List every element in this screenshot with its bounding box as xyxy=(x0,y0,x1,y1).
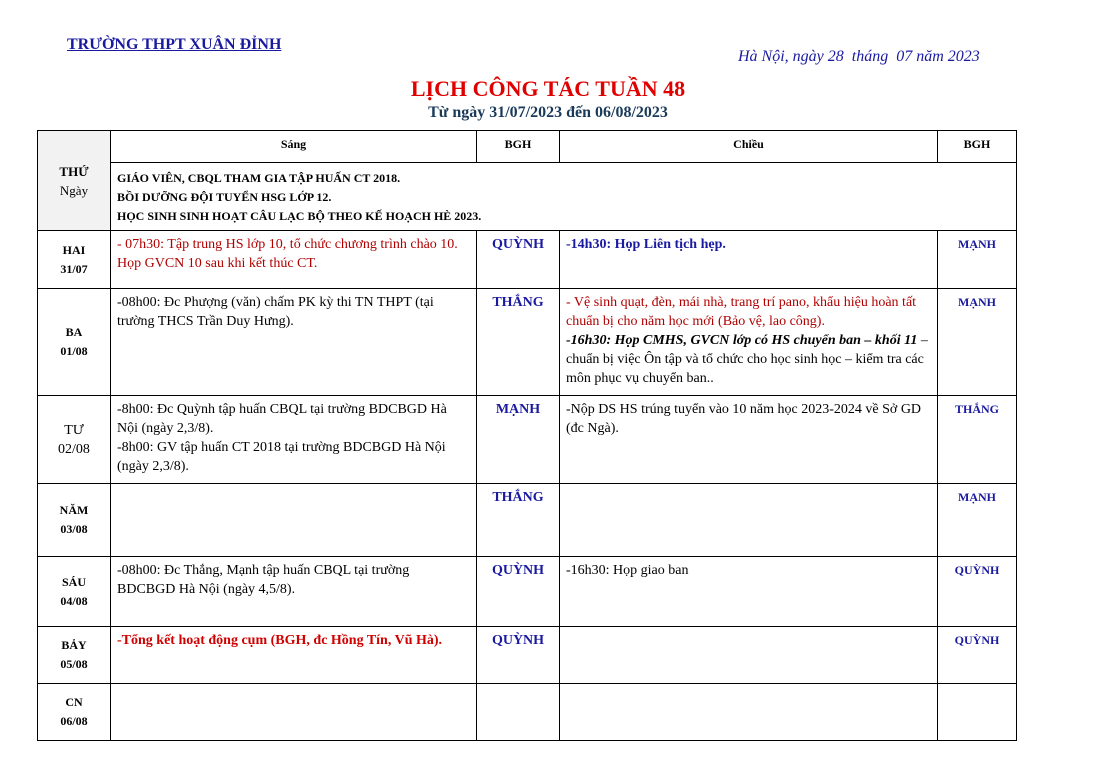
morning-cell xyxy=(111,396,477,484)
day-date: 05/08 xyxy=(60,657,88,671)
table-row xyxy=(38,627,1017,684)
morning-text: - 07h30: Tập trung HS lớp 10, tổ chức chương trình chào 10. Họp GVCN 10 sau khi kết thúc CT. xyxy=(117,237,458,271)
bgh-afternoon-cell: THẮNG xyxy=(938,396,1017,484)
day-column-header xyxy=(38,131,111,231)
morning-text: -Tổng kết hoạt động cụm (BGH, đc Hồng Tín, Vũ Hà). xyxy=(117,633,443,648)
table-row xyxy=(38,484,1017,557)
afternoon-meeting-text: -16h30: Họp CMHS, GVCN lớp có HS chuyển ban – khối 11 xyxy=(566,333,918,348)
school-name: TRƯỜNG THPT XUÂN ĐỈNH xyxy=(67,36,282,53)
table-header-row xyxy=(38,131,1017,163)
bgh-morning-cell: MẠNH xyxy=(477,396,560,484)
bgh-morning-cell: QUỲNH xyxy=(477,627,560,684)
date-label: Ngày xyxy=(59,182,89,198)
table-row xyxy=(38,289,1017,396)
day-cell xyxy=(38,396,111,484)
bgh-morning-cell xyxy=(477,684,560,741)
day-cell xyxy=(38,231,111,289)
day-cell xyxy=(38,684,111,741)
morning-text: -08h00: Đc Phượng (văn) chấm PK kỳ thi TN THPT (tại trường THCS Trần Duy Hưng). xyxy=(117,295,434,329)
morning-cell xyxy=(111,484,477,557)
table-row xyxy=(38,684,1017,741)
day-date: 04/08 xyxy=(60,593,88,608)
weekly-notice xyxy=(111,163,1017,231)
bgh-afternoon-cell xyxy=(938,684,1017,741)
day-date: 31/07 xyxy=(60,261,88,276)
day-name: SÁU xyxy=(61,574,86,589)
bgh-afternoon-column-header: BGH xyxy=(938,131,1017,163)
bgh-morning-cell: THẮNG xyxy=(477,289,560,396)
afternoon-cell xyxy=(560,684,938,741)
afternoon-meeting-detail: – chuẩn bị việc Ôn tập và tổ chức cho học sinh học – kiểm tra các môn phục vụ chuyển ban.. xyxy=(566,333,928,386)
table-row xyxy=(38,396,1017,484)
table-row xyxy=(38,557,1017,627)
bgh-afternoon-cell: MẠNH xyxy=(938,484,1017,557)
day-name: NĂM xyxy=(59,503,89,517)
morning-cell xyxy=(111,289,477,396)
day-cell xyxy=(38,627,111,684)
document-date: Hà Nội, ngày 28 tháng 07 năm 2023 xyxy=(738,48,980,65)
day-date: 02/08 xyxy=(58,441,90,457)
afternoon-cell xyxy=(560,627,938,684)
notice-line: HỌC SINH SINH HOẠT CÂU LẠC BỘ THEO KẾ HOẠCH HÈ 2023. xyxy=(117,209,482,223)
bgh-afternoon-cell: QUỲNH xyxy=(938,557,1017,627)
bgh-afternoon-cell: MẠNH xyxy=(938,231,1017,289)
notice-line: BỒI DƯỠNG ĐỘI TUYỂN HSG LỚP 12. xyxy=(117,190,332,204)
morning-text: -8h00: GV tập huấn CT 2018 tại trường BDCBGD Hà Nội (ngày 2,3/8). xyxy=(117,440,446,474)
day-name: HAI xyxy=(62,242,86,257)
morning-text: -8h00: Đc Quỳnh tập huấn CBQL tại trường BDCBGD Hà Nội (ngày 2,3/8). xyxy=(117,402,447,436)
bgh-morning-column-header: BGH xyxy=(477,131,560,163)
bgh-afternoon-cell: QUỲNH xyxy=(938,627,1017,684)
notice-row xyxy=(38,163,1017,231)
notice-line: GIÁO VIÊN, CBQL THAM GIA TẬP HUẤN CT 2018. xyxy=(117,171,401,185)
bgh-morning-cell: QUỲNH xyxy=(477,231,560,289)
morning-text: -08h00: Đc Thắng, Mạnh tập huấn CBQL tại trường BDCBGD Hà Nội (ngày 4,5/8). xyxy=(117,563,410,597)
afternoon-cell: -16h30: Họp giao ban xyxy=(560,557,938,627)
afternoon-column-header: Chiều xyxy=(560,131,938,163)
afternoon-text: - Vệ sinh quạt, đèn, mái nhà, trang trí pano, khẩu hiệu hoàn tất chuẩn bị cho năm học mới (Bảo vệ, lao công). xyxy=(566,295,917,329)
day-cell xyxy=(38,557,111,627)
table-row xyxy=(38,231,1017,289)
bgh-morning-cell: THẮNG xyxy=(477,484,560,557)
schedule-table xyxy=(37,130,1017,741)
day-cell xyxy=(38,484,111,557)
morning-cell xyxy=(111,557,477,627)
afternoon-cell: -14h30: Họp Liên tịch hẹp. xyxy=(560,231,938,289)
day-name: CN xyxy=(65,695,83,709)
day-date: 03/08 xyxy=(60,522,88,536)
day-cell xyxy=(38,289,111,396)
afternoon-cell xyxy=(560,289,938,396)
day-name: TƯ xyxy=(64,422,84,438)
day-label: THỨ xyxy=(59,163,89,179)
afternoon-cell xyxy=(560,484,938,557)
page-subtitle: Từ ngày 31/07/2023 đến 06/08/2023 xyxy=(428,104,668,121)
day-date: 01/08 xyxy=(60,344,88,358)
morning-cell xyxy=(111,231,477,289)
bgh-morning-cell: QUỲNH xyxy=(477,557,560,627)
morning-column-header: Sáng xyxy=(111,131,477,163)
bgh-afternoon-cell: MẠNH xyxy=(938,289,1017,396)
day-date: 06/08 xyxy=(60,714,88,728)
morning-cell xyxy=(111,684,477,741)
afternoon-cell: -Nộp DS HS trúng tuyển vào 10 năm học 2023-2024 về Sở GD (đc Ngà). xyxy=(560,396,938,484)
morning-cell xyxy=(111,627,477,684)
page-title: LỊCH CÔNG TÁC TUẦN 48 xyxy=(410,76,686,101)
day-name: BA xyxy=(65,325,83,339)
day-name: BẢY xyxy=(61,638,87,652)
